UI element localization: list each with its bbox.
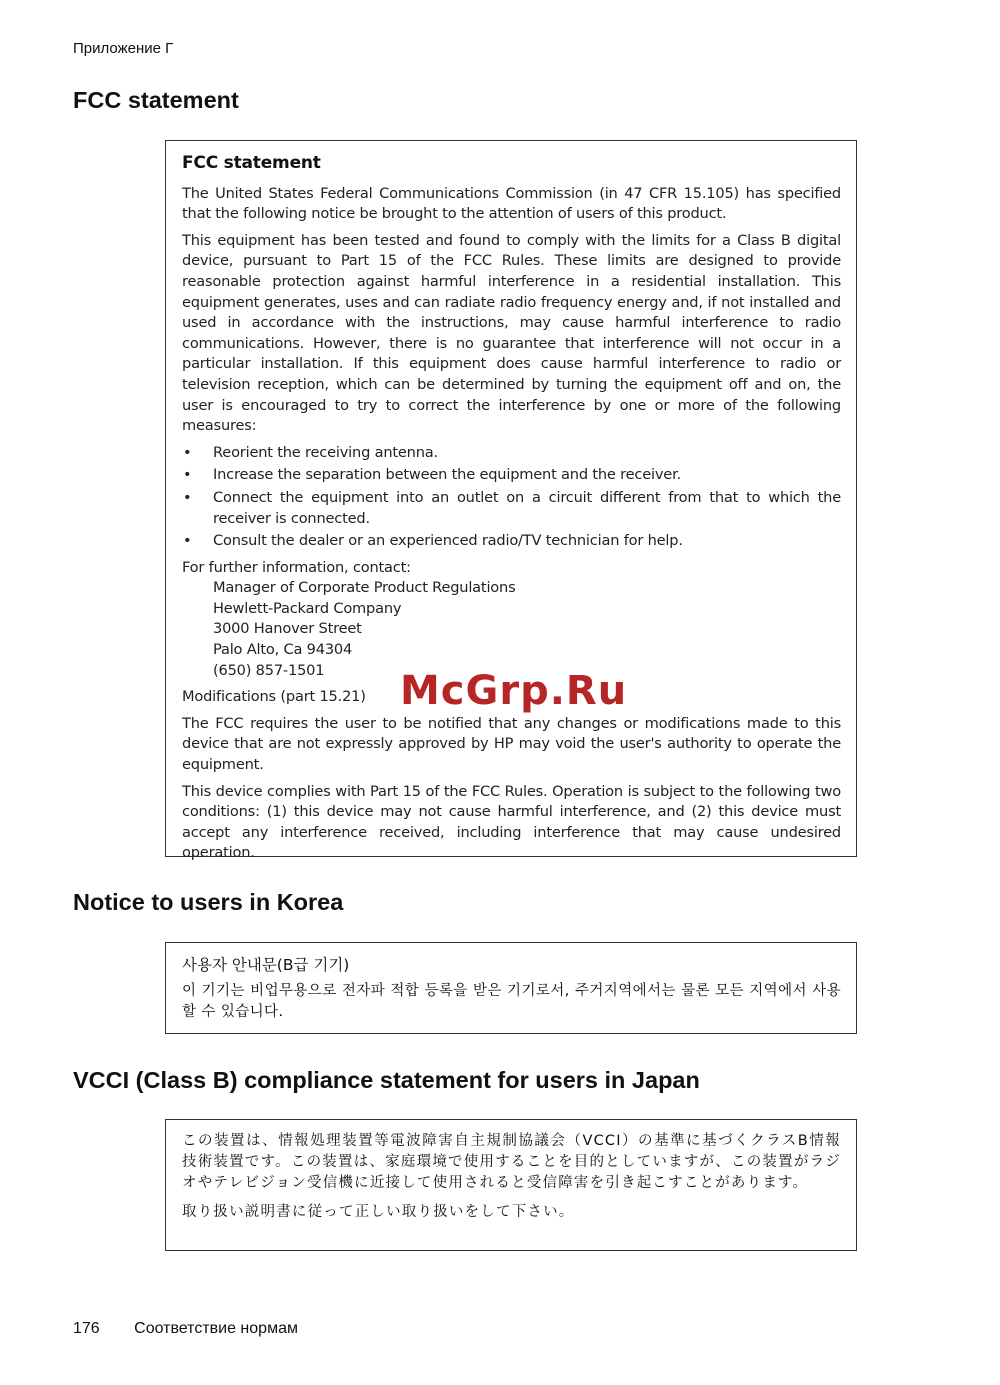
- fcc-section-title: FCC statement: [73, 87, 239, 113]
- page-number: 176: [73, 1320, 100, 1337]
- contact-line: Palo Alto, Ca 94304: [213, 641, 353, 659]
- contact-address: [182, 578, 841, 681]
- modifications-text: The FCC requires the user to be notified that any changes or modifications made to this device that are not expressly approved by HP may void the user's authority to operate the equipment.: [182, 714, 841, 774]
- japan-section-title: VCCI (Class B) compliance statement for users in Japan: [73, 1067, 700, 1093]
- watermark: McGrp.Ru: [400, 668, 628, 714]
- korea-section-title: Notice to users in Korea: [73, 889, 344, 915]
- japan-box-note: 取り扱い説明書に従って正しい取り扱いをして下さい。: [182, 1204, 575, 1220]
- list-item: • Increase the separation between the equipment and the receiver.: [182, 465, 841, 486]
- compliance-text: This device complies with Part 15 of the FCC Rules. Operation is subject to the following two conditions: (1) this device may not cause harmful interference, and (2) this device must accept any interference received, including interference that may cause undesired operation.: [182, 782, 841, 862]
- korea-box-title: 사용자 안내문(B급 기기): [182, 956, 350, 974]
- fcc-box-title: FCC statement: [182, 153, 321, 173]
- contact-line: Manager of Corporate Product Regulations: [213, 579, 516, 597]
- contact-line: Hewlett-Packard Company: [213, 599, 402, 617]
- list-item: • Connect the equipment into an outlet on a circuit different from that to which the receiver is connected.: [182, 488, 841, 529]
- list-item: • Consult the dealer or an experienced radio/TV technician for help.: [182, 531, 841, 552]
- japan-vcci-box: [165, 1119, 857, 1251]
- contact-line: 3000 Hanover Street: [213, 620, 362, 638]
- modifications-heading: Modifications (part 15.21): [182, 688, 366, 706]
- japan-box-text: この装置は、情報処理装置等電波障害自主規制協議会（VCCI）の基準に基づくクラスB情報技術装置です。この装置は、家庭環境で使用することを目的としていますが、この装置がラジオやテレビジョン受信機に近接して使用されると受信障害を引き起こすことがあります。: [182, 1133, 841, 1191]
- footer-chapter: Соответствие нормам: [134, 1320, 298, 1337]
- contact-intro: For further information, contact:: [182, 558, 411, 576]
- korea-box-text: 이 기기는 비업무용으로 전자파 적합 등록을 받은 기기로서, 주거지역에서는 물론 모든 지역에서 사용할 수 있습니다.: [182, 983, 841, 1020]
- fcc-paragraph: The United States Federal Communications Commission (in 47 CFR 15.105) has specified that the following notice be brought to the attention of users of this product.: [182, 184, 841, 223]
- contact-line: (650) 857-1501: [213, 661, 325, 679]
- running-header: Приложение Г: [73, 40, 174, 57]
- fcc-measures-list: [182, 443, 841, 552]
- list-item: • Reorient the receiving antenna.: [182, 443, 841, 464]
- fcc-paragraph: This equipment has been tested and found to comply with the limits for a Class B digital device, pursuant to Part 15 of the FCC Rules. These limits are designed to provide reasonable protection against harmful interference in a residential installation. This equipment generates, uses and can radiate radio frequency energy and, if not installed and used in accordance with the instructions, may cause harmful interference to radio communications. However, there is no guarantee that interference will not occur in a particular installation. If this equipment does cause harmful interference to radio or television reception, which can be determined by turning the equipment off and on, the user is encouraged to try to correct the interference by one or more of the following measures:: [182, 231, 841, 435]
- fcc-statement-box: [165, 140, 857, 862]
- page-footer: [73, 1320, 298, 1338]
- korea-notice-box: [165, 942, 857, 1034]
